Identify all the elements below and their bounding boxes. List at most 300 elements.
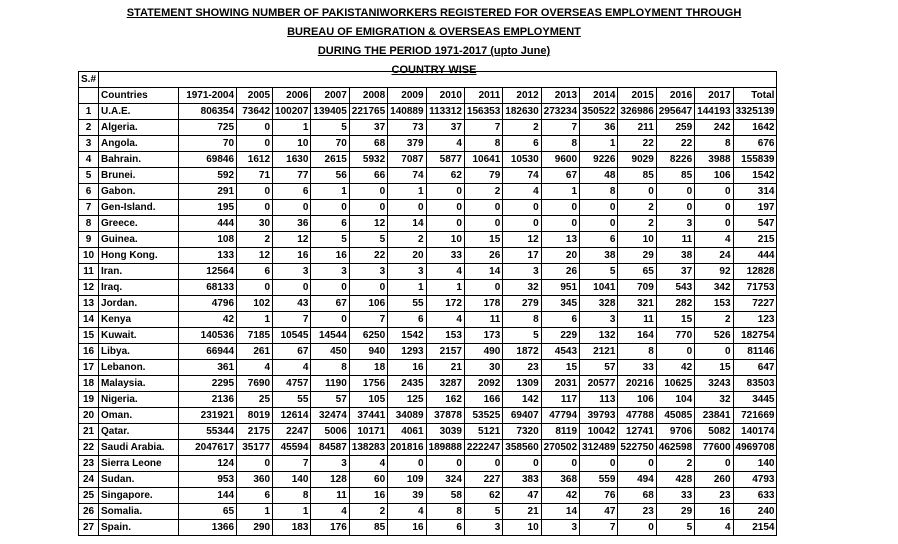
- value-cell: 140: [733, 456, 777, 472]
- title-line-4: COUNTRY WISE: [391, 64, 477, 76]
- value-cell: 53525: [464, 408, 502, 424]
- value-cell: 38: [580, 248, 618, 264]
- header-row-top: [79, 72, 777, 88]
- value-cell: 62: [426, 168, 464, 184]
- value-cell: 57: [311, 392, 349, 408]
- value-cell: 4796: [179, 296, 237, 312]
- value-cell: 5: [503, 328, 541, 344]
- table-row: [79, 488, 777, 504]
- value-cell: 55: [388, 296, 426, 312]
- value-cell: 47794: [541, 408, 579, 424]
- value-cell: 37: [426, 120, 464, 136]
- value-cell: 211: [618, 120, 656, 136]
- value-cell: 32: [503, 280, 541, 296]
- value-cell: 0: [503, 216, 541, 232]
- value-cell: 326986: [618, 104, 656, 120]
- statement-title-block: [0, 4, 868, 80]
- value-cell: 4: [311, 504, 349, 520]
- country-name-cell: Bahrain.: [99, 152, 179, 168]
- table-row: [79, 136, 777, 152]
- value-cell: 0: [695, 344, 733, 360]
- value-cell: 9029: [618, 152, 656, 168]
- value-cell: 189888: [426, 440, 464, 456]
- value-cell: 6: [541, 312, 579, 328]
- value-cell: 132: [580, 328, 618, 344]
- value-cell: 37878: [426, 408, 464, 424]
- value-cell: 26: [464, 248, 502, 264]
- value-cell: 173: [464, 328, 502, 344]
- value-cell: 66: [349, 168, 387, 184]
- value-cell: 3325139: [733, 104, 777, 120]
- value-cell: 201816: [388, 440, 426, 456]
- table-row: [79, 232, 777, 248]
- value-cell: 4061: [388, 424, 426, 440]
- value-cell: 8: [273, 488, 311, 504]
- country-name-cell: Spain.: [99, 520, 179, 536]
- value-cell: 10: [426, 232, 464, 248]
- value-cell: 3: [388, 264, 426, 280]
- value-cell: 0: [464, 216, 502, 232]
- value-cell: 153: [426, 328, 464, 344]
- value-cell: 2435: [388, 376, 426, 392]
- value-cell: 8: [618, 344, 656, 360]
- value-cell: 229: [541, 328, 579, 344]
- country-name-cell: Oman.: [99, 408, 179, 424]
- value-cell: 36: [273, 216, 311, 232]
- value-cell: 444: [179, 216, 237, 232]
- value-cell: 2092: [464, 376, 502, 392]
- country-name-cell: Greece.: [99, 216, 179, 232]
- value-cell: 951: [541, 280, 579, 296]
- value-cell: 84587: [311, 440, 349, 456]
- value-cell: 139405: [311, 104, 349, 120]
- value-cell: 8: [580, 184, 618, 200]
- value-cell: 0: [426, 200, 464, 216]
- value-cell: 16: [695, 504, 733, 520]
- value-cell: 77600: [695, 440, 733, 456]
- value-cell: 4: [503, 184, 541, 200]
- value-cell: 20216: [618, 376, 656, 392]
- value-cell: 9226: [580, 152, 618, 168]
- table-row: [79, 424, 777, 440]
- value-cell: 0: [618, 184, 656, 200]
- value-cell: 0: [618, 456, 656, 472]
- value-cell: 543: [656, 280, 694, 296]
- value-cell: 0: [311, 280, 349, 296]
- value-cell: 3: [273, 264, 311, 280]
- value-cell: 345: [541, 296, 579, 312]
- row-number-cell: 23: [79, 456, 99, 472]
- row-number-cell: 3: [79, 136, 99, 152]
- value-cell: 15: [656, 312, 694, 328]
- value-cell: 77: [273, 168, 311, 184]
- value-cell: 770: [656, 328, 694, 344]
- value-cell: 2: [503, 120, 541, 136]
- value-cell: 0: [237, 184, 273, 200]
- value-cell: 11: [464, 312, 502, 328]
- value-cell: 3: [656, 216, 694, 232]
- value-cell: 0: [580, 200, 618, 216]
- value-cell: 16: [273, 248, 311, 264]
- value-cell: 2: [349, 504, 387, 520]
- value-cell: 1: [273, 120, 311, 136]
- value-cell: 105: [349, 392, 387, 408]
- value-cell: 3: [349, 264, 387, 280]
- value-cell: 15: [464, 232, 502, 248]
- value-cell: 494: [618, 472, 656, 488]
- value-cell: 462598: [656, 440, 694, 456]
- value-cell: 0: [656, 200, 694, 216]
- row-number-cell: 10: [79, 248, 99, 264]
- value-cell: 709: [618, 280, 656, 296]
- value-cell: 0: [349, 184, 387, 200]
- value-cell: 65: [618, 264, 656, 280]
- value-cell: 144193: [695, 104, 733, 120]
- value-cell: 183: [273, 520, 311, 536]
- value-cell: 33: [618, 360, 656, 376]
- value-cell: 2121: [580, 344, 618, 360]
- value-cell: 368: [541, 472, 579, 488]
- country-name-cell: Iraq.: [99, 280, 179, 296]
- value-cell: 6: [311, 216, 349, 232]
- value-cell: 47: [580, 504, 618, 520]
- value-cell: 0: [237, 200, 273, 216]
- value-cell: 67: [311, 296, 349, 312]
- table-row: [79, 456, 777, 472]
- value-cell: 7185: [237, 328, 273, 344]
- value-cell: 10: [503, 520, 541, 536]
- value-cell: 55344: [179, 424, 237, 440]
- value-cell: 0: [580, 216, 618, 232]
- value-cell: 13: [541, 232, 579, 248]
- value-cell: 0: [388, 456, 426, 472]
- value-cell: 324: [426, 472, 464, 488]
- value-cell: 16: [311, 248, 349, 264]
- table-row: [79, 184, 777, 200]
- value-cell: 45594: [273, 440, 311, 456]
- value-cell: 5: [464, 504, 502, 520]
- value-cell: 270502: [541, 440, 579, 456]
- value-cell: 0: [656, 344, 694, 360]
- table-row: [79, 296, 777, 312]
- table-row: [79, 360, 777, 376]
- value-cell: 361: [179, 360, 237, 376]
- value-cell: 2175: [237, 424, 273, 440]
- country-name-cell: Nigeria.: [99, 392, 179, 408]
- country-name-cell: Saudi Arabia.: [99, 440, 179, 456]
- value-cell: 3: [311, 264, 349, 280]
- value-cell: 0: [464, 456, 502, 472]
- value-cell: 24: [695, 248, 733, 264]
- value-cell: 10641: [464, 152, 502, 168]
- value-cell: 7: [349, 312, 387, 328]
- row-number-cell: 15: [79, 328, 99, 344]
- value-cell: 22: [618, 136, 656, 152]
- value-cell: 0: [503, 200, 541, 216]
- title-line-2: BUREAU OF EMIGRATION & OVERSEAS EMPLOYMENT: [287, 26, 581, 38]
- row-number-cell: 6: [79, 184, 99, 200]
- value-cell: 73642: [237, 104, 273, 120]
- value-cell: 4793: [733, 472, 777, 488]
- countries-column-header: Countries: [99, 88, 179, 104]
- year-column-header: 2011: [464, 88, 502, 104]
- value-cell: 1: [237, 504, 273, 520]
- value-cell: 321: [618, 296, 656, 312]
- table-row: [79, 120, 777, 136]
- value-cell: 30: [237, 216, 273, 232]
- value-cell: 60: [349, 472, 387, 488]
- column-header-row: [79, 88, 777, 104]
- table-row: [79, 504, 777, 520]
- value-cell: 7227: [733, 296, 777, 312]
- value-cell: 314: [733, 184, 777, 200]
- value-cell: 2: [464, 184, 502, 200]
- year-column-header: 2014: [580, 88, 618, 104]
- value-cell: 0: [695, 216, 733, 232]
- value-cell: 71753: [733, 280, 777, 296]
- country-name-cell: Guinea.: [99, 232, 179, 248]
- value-cell: 4: [237, 360, 273, 376]
- value-cell: 3: [311, 456, 349, 472]
- value-cell: 104: [656, 392, 694, 408]
- value-cell: 0: [237, 136, 273, 152]
- value-cell: 0: [273, 280, 311, 296]
- value-cell: 48: [580, 168, 618, 184]
- country-name-cell: Malaysia.: [99, 376, 179, 392]
- value-cell: 8: [541, 136, 579, 152]
- value-cell: 6: [426, 520, 464, 536]
- value-cell: 172: [426, 296, 464, 312]
- value-cell: 360: [237, 472, 273, 488]
- value-cell: 490: [464, 344, 502, 360]
- value-cell: 16: [349, 488, 387, 504]
- value-cell: 10042: [580, 424, 618, 440]
- value-cell: 1: [237, 312, 273, 328]
- value-cell: 113312: [426, 104, 464, 120]
- table-row: [79, 328, 777, 344]
- value-cell: 6250: [349, 328, 387, 344]
- value-cell: 450: [311, 344, 349, 360]
- value-cell: 0: [388, 200, 426, 216]
- value-cell: 2157: [426, 344, 464, 360]
- table-row: [79, 520, 777, 536]
- country-name-cell: Kenya: [99, 312, 179, 328]
- value-cell: 5: [311, 120, 349, 136]
- value-cell: 4: [426, 136, 464, 152]
- value-cell: 10625: [656, 376, 694, 392]
- country-name-cell: Hong Kong.: [99, 248, 179, 264]
- value-cell: 22: [656, 136, 694, 152]
- row-number-cell: 4: [79, 152, 99, 168]
- country-name-cell: Lebanon.: [99, 360, 179, 376]
- value-cell: 4: [426, 312, 464, 328]
- value-cell: 8: [311, 360, 349, 376]
- country-name-cell: U.A.E.: [99, 104, 179, 120]
- value-cell: 1041: [580, 280, 618, 296]
- value-cell: 140174: [733, 424, 777, 440]
- value-cell: 106: [349, 296, 387, 312]
- value-cell: 3243: [695, 376, 733, 392]
- table-body: [79, 104, 777, 536]
- table-row: [79, 168, 777, 184]
- year-column-header: 2008: [349, 88, 387, 104]
- value-cell: 195: [179, 200, 237, 216]
- value-cell: 124: [179, 456, 237, 472]
- year-column-header: 2017: [695, 88, 733, 104]
- value-cell: 155839: [733, 152, 777, 168]
- value-cell: 2: [388, 232, 426, 248]
- value-cell: 133: [179, 248, 237, 264]
- value-cell: 38: [656, 248, 694, 264]
- country-name-cell: Kuwait.: [99, 328, 179, 344]
- value-cell: 0: [656, 184, 694, 200]
- value-cell: 221765: [349, 104, 387, 120]
- value-cell: 42: [656, 360, 694, 376]
- row-number-cell: 20: [79, 408, 99, 424]
- value-cell: 12: [237, 248, 273, 264]
- value-cell: 8: [695, 136, 733, 152]
- value-cell: 4: [695, 232, 733, 248]
- year-column-header: 2009: [388, 88, 426, 104]
- value-cell: 140889: [388, 104, 426, 120]
- value-cell: 10: [618, 232, 656, 248]
- value-cell: 66944: [179, 344, 237, 360]
- value-cell: 5006: [311, 424, 349, 440]
- row-number-cell: 14: [79, 312, 99, 328]
- value-cell: 806354: [179, 104, 237, 120]
- value-cell: 42: [541, 488, 579, 504]
- value-cell: 0: [541, 200, 579, 216]
- value-cell: 2: [237, 232, 273, 248]
- value-cell: 1: [273, 504, 311, 520]
- value-cell: 5: [349, 232, 387, 248]
- table-row: [79, 216, 777, 232]
- value-cell: 358560: [503, 440, 541, 456]
- value-cell: 69407: [503, 408, 541, 424]
- value-cell: 182754: [733, 328, 777, 344]
- value-cell: 109: [388, 472, 426, 488]
- table-row: [79, 152, 777, 168]
- value-cell: 9706: [656, 424, 694, 440]
- value-cell: 68: [618, 488, 656, 504]
- value-cell: 26: [541, 264, 579, 280]
- value-cell: 106: [695, 168, 733, 184]
- table-row: [79, 200, 777, 216]
- value-cell: 3: [541, 520, 579, 536]
- value-cell: 47788: [618, 408, 656, 424]
- value-cell: 342: [695, 280, 733, 296]
- value-cell: 7: [580, 520, 618, 536]
- year-column-header: 2005: [237, 88, 273, 104]
- value-cell: 156353: [464, 104, 502, 120]
- value-cell: 215: [733, 232, 777, 248]
- value-cell: 676: [733, 136, 777, 152]
- value-cell: 5: [656, 520, 694, 536]
- value-cell: 291: [179, 184, 237, 200]
- value-cell: 117: [541, 392, 579, 408]
- table-row: [79, 472, 777, 488]
- value-cell: 242: [695, 120, 733, 136]
- value-cell: 8019: [237, 408, 273, 424]
- row-number-cell: 5: [79, 168, 99, 184]
- value-cell: 11: [656, 232, 694, 248]
- value-cell: 140536: [179, 328, 237, 344]
- country-name-cell: Sudan.: [99, 472, 179, 488]
- value-cell: 35177: [237, 440, 273, 456]
- value-cell: 37441: [349, 408, 387, 424]
- row-number-cell: 22: [79, 440, 99, 456]
- value-cell: 547: [733, 216, 777, 232]
- table-row: [79, 264, 777, 280]
- value-cell: 6: [503, 136, 541, 152]
- value-cell: 1: [541, 184, 579, 200]
- value-cell: 3445: [733, 392, 777, 408]
- value-cell: 45085: [656, 408, 694, 424]
- value-cell: 261: [237, 344, 273, 360]
- value-cell: 1: [388, 184, 426, 200]
- value-cell: 1: [388, 280, 426, 296]
- value-cell: 10545: [273, 328, 311, 344]
- value-cell: 142: [503, 392, 541, 408]
- sn-column-header: [79, 88, 99, 104]
- value-cell: 74: [388, 168, 426, 184]
- value-cell: 34089: [388, 408, 426, 424]
- value-cell: 0: [311, 200, 349, 216]
- value-cell: 20: [388, 248, 426, 264]
- country-name-cell: Iran.: [99, 264, 179, 280]
- value-cell: 67: [273, 344, 311, 360]
- value-cell: 32474: [311, 408, 349, 424]
- value-cell: 290: [237, 520, 273, 536]
- value-cell: 0: [237, 280, 273, 296]
- row-number-cell: 21: [79, 424, 99, 440]
- value-cell: 23: [695, 488, 733, 504]
- value-cell: 383: [503, 472, 541, 488]
- value-cell: 125: [388, 392, 426, 408]
- value-cell: 428: [656, 472, 694, 488]
- country-name-cell: Jordan.: [99, 296, 179, 312]
- value-cell: 14: [464, 264, 502, 280]
- value-cell: 85: [656, 168, 694, 184]
- value-cell: 12828: [733, 264, 777, 280]
- value-cell: 444: [733, 248, 777, 264]
- value-cell: 3: [503, 264, 541, 280]
- country-name-cell: Sierra Leone: [99, 456, 179, 472]
- value-cell: 100207: [273, 104, 311, 120]
- value-cell: 3988: [695, 152, 733, 168]
- value-cell: 4969708: [733, 440, 777, 456]
- year-column-header: 2006: [273, 88, 311, 104]
- value-cell: 7: [541, 120, 579, 136]
- value-cell: 2047617: [179, 440, 237, 456]
- value-cell: 197: [733, 200, 777, 216]
- value-cell: 5121: [464, 424, 502, 440]
- value-cell: 379: [388, 136, 426, 152]
- value-cell: 9600: [541, 152, 579, 168]
- value-cell: 73: [388, 120, 426, 136]
- value-cell: 8: [464, 136, 502, 152]
- value-cell: 81146: [733, 344, 777, 360]
- value-cell: 18: [349, 360, 387, 376]
- value-cell: 7: [273, 456, 311, 472]
- country-name-cell: Libya.: [99, 344, 179, 360]
- value-cell: 30: [464, 360, 502, 376]
- value-cell: 8119: [541, 424, 579, 440]
- value-cell: 6: [237, 488, 273, 504]
- value-cell: 633: [733, 488, 777, 504]
- value-cell: 259: [656, 120, 694, 136]
- value-cell: 178: [464, 296, 502, 312]
